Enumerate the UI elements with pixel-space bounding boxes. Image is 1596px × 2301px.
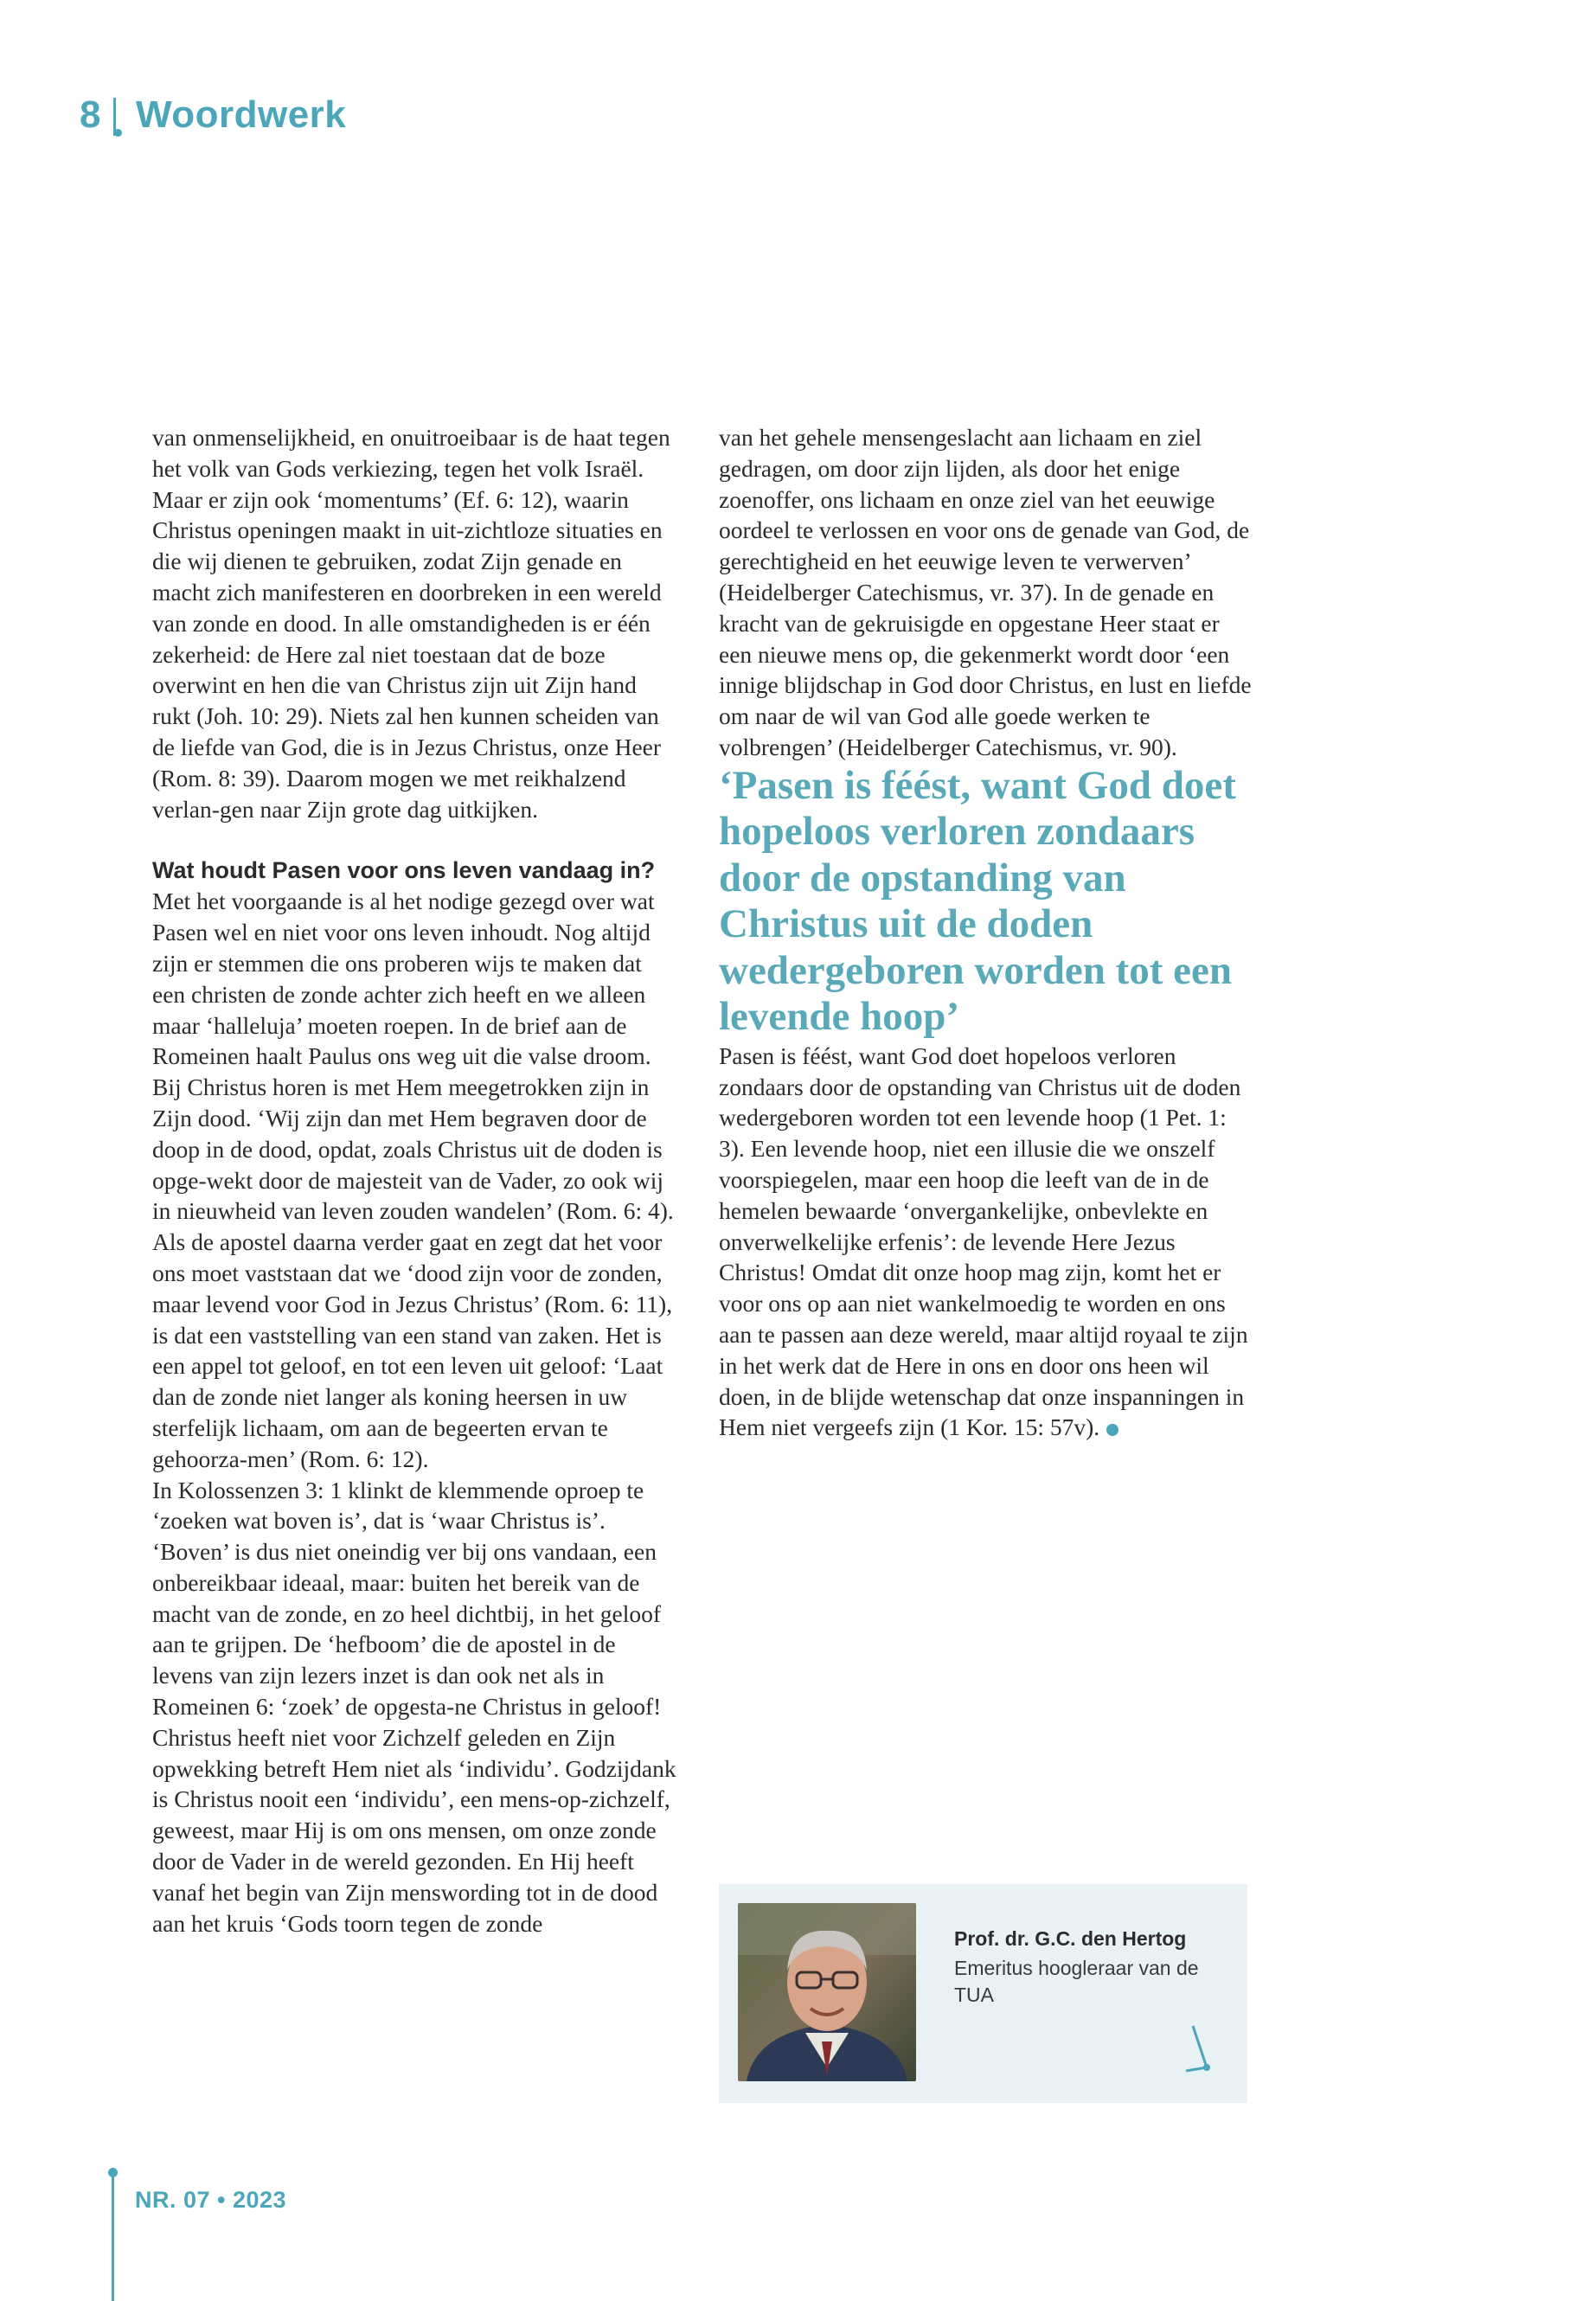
right-paragraph-2-text: Pasen is féést, want God doet hopeloos verloren zondaars door de opstanding van Christus uit de doden wedergeboren worden tot een levende hoop (1 Pet. 1: 3). Een levende hoop, niet een illusie die we onszelf voorspiegelen, maar een hoop die leeft van de in de hemelen bewaarde ‘onvergankelijke, onbevlekte en onverwelkelijke erfenis’: de levende Here Jezus Christus! Omdat dit onze hoop mag zijn, komt het er voor ons op aan niet wankelmoedig te worden en ons aan te passen aan deze wereld, maar altijd royaal te zijn in het werk dat de Here in ons en door ons heen wil doen, in de blijde wetenschap dat onze inspanningen in Hem niet vergeefs zijn (1 Kor. 15: 57v).	[719, 1042, 1248, 1441]
pen-mark-icon	[1177, 2019, 1229, 2080]
left-paragraph-2: Met het voorgaande is al het nodige gezegd over wat Pasen wel en niet voor ons leven inhoudt. Nog altijd zijn er stemmen die ons proberen wijs te maken dat een christen de zonde achter zich heeft en we alleen maar ‘halleluja’ moeten roepen. In de brief aan de Romeinen haalt Paulus ons weg uit die valse droom. Bij Christus horen is met Hem meegetrokken zijn in Zijn dood. ‘Wij zijn dan met Hem begraven door de doop in de dood, opdat, zoals Christus uit de doden is opge-wekt door de majesteit van de Vader, zo ook wij in nieuwheid van leven zouden wandelen’ (Rom. 6: 4). Als de apostel daarna verder gaat en zegt dat het voor ons moet vaststaan dat we ‘dood zijn voor de zonden, maar levend voor God in Jezus Christus’ (Rom. 6: 11), is dat een vaststelling van een stand van zaken. Het is een appel tot geloof, en tot een leven uit geloof: ‘Laat dan de zonde niet langer als koning heersen in uw sterfelijk lichaam, om aan de begeerten ervan te gehoorza-men’ (Rom. 6: 12).	[152, 888, 674, 1472]
issue-number: NR. 07 • 2023	[135, 2187, 287, 2213]
right-paragraph-2	[719, 1041, 1255, 1443]
left-paragraph-3: In Kolossenzen 3: 1 klinkt de klemmende oproep te ‘zoeken wat boven is’, dat is ‘waar Christus is’. ‘Boven’ is dus niet oneindig ver bij ons vandaan, een onbereikbaar ideaal, maar: buiten het bereik van de macht van de zonde, en zo heel dichtbij, in het geloof aan te grijpen. De ‘hefboom’ die de apostel in de levens van zijn lezers inzet is dan ook net als in Romeinen 6: ‘zoek’ de opgesta-ne Christus in geloof! Christus heeft niet voor Zichzelf geleden en Zijn opwekking betreft Hem niet als ‘individu’. Godzijdank is Christus nooit een ‘individu’, een mens-op-zichzelf, geweest, maar Hij is om ons mensen, om onze zonde door de Vader in de wereld gezonden. En Hij heeft vanaf het begin van Zijn menswording tot in de dood aan het kruis ‘Gods toorn tegen de zonde	[152, 1476, 676, 1937]
footer-dot	[108, 2168, 118, 2177]
author-photo	[738, 1903, 916, 2081]
right-paragraph-1: van het gehele mensengeslacht aan lichaam en ziel gedragen, om door zijn lijden, als door het enige zoenoffer, ons lichaam en onze ziel van het eeuwige oordeel te verlossen en voor ons de genade van God, de gerechtigheid en het eeuwige leven te verwerven’ (Heidelberger Catechismus, vr. 37). In de genade en kracht van de gekruisigde en opgestane Heer staat er een nieuwe mens op, die gekenmerkt wordt door ‘een innige blijdschap in God door Christus, en lust en liefde om naar de wil van God alle goede werken te volbrengen’ (Heidelberger Catechismus, vr. 90).	[719, 424, 1252, 760]
left-column	[152, 422, 680, 1939]
author-box	[719, 1884, 1247, 2103]
right-column	[719, 422, 1255, 1443]
section-title: Woordwerk	[135, 93, 347, 136]
footer-rule	[112, 2173, 114, 2301]
end-mark-icon	[1106, 1424, 1118, 1436]
pull-quote: ‘Pasen is féést, want God doet hopeloos verloren zondaars door de opstanding van Christus uit de doden wedergeboren worden tot een levende hoop’	[719, 762, 1236, 1040]
header-dot	[114, 129, 122, 137]
author-name: Prof. dr. G.C. den Hertog	[954, 1927, 1187, 1950]
page-number: 8	[80, 93, 101, 136]
left-paragraph-1: van onmenselijkheid, en onuitroeibaar is de haat tegen het volk van Gods verkiezing, tegen het volk Israël. Maar er zijn ook ‘momentums’ (Ef. 6: 12), waarin Christus openingen maakt in uit-zichtloze situaties en die wij dienen te gebruiken, zodat Zijn genade en macht zich manifesteren en doorbreken in een wereld van zonde en dood. In alle omstandigheden is er één zekerheid: de Here zal niet toestaan dat de boze overwint en hen die van Christus zijn uit Zijn hand rukt (Joh. 10: 29). Niets zal hen kunnen scheiden van de liefde van God, die is in Jezus Christus, onze Heer (Rom. 8: 39). Daarom mogen we met reikhalzend verlan-gen naar Zijn grote dag uitkijken.	[152, 424, 670, 823]
subheading: Wat houdt Pasen voor ons leven vandaag in?	[152, 857, 656, 884]
page-header	[80, 93, 346, 137]
author-role: Emeritus hoogleraar van de TUA	[954, 1957, 1199, 2006]
